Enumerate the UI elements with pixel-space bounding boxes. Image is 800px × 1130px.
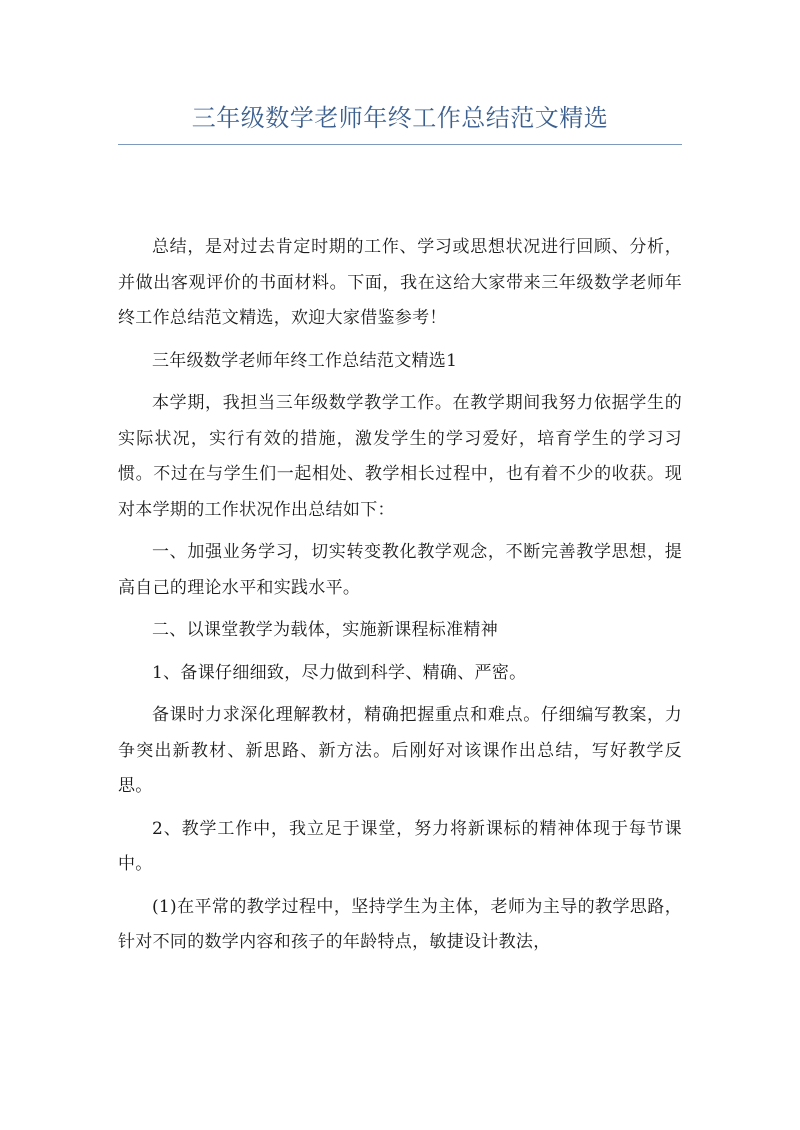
paragraph-subtitle: 三年级数学老师年终工作总结范文精选1 [152, 350, 458, 371]
paragraph: 1、备课仔细细致，尽力做到科学、精确、严密。 [152, 662, 527, 683]
paragraph: (1)在平常的教学过程中，坚持学生为主体，老师为主导的教学思路，针对不同的数学内容和孩子的年龄特点，敏捷设计教法， [118, 896, 682, 952]
paragraph: 备课时力求深化理解教材，精确把握重点和难点。仔细编写教案，力争突出新教材、新思路、新方法。后刚好对该课作出总结，写好教学反思。 [118, 705, 682, 796]
paragraph: 2、教学工作中，我立足于课堂，努力将新课标的精神体现于每节课中。 [118, 818, 682, 874]
paragraph: 本学期，我担当三年级数学教学工作。在教学期间我努力依据学生的实际状况，实行有效的措施，激发学生的学习爱好，培育学生的学习习惯。不过在与学生们一起相处、教学相长过程中，也有着不少的收获。现对本学期的工作状况作出总结如下： [118, 393, 682, 520]
paragraph-intro: 总结，是对过去肯定时期的工作、学习或思想状况进行回顾、分析，并做出客观评价的书面材料。下面，我在这给大家带来三年级数学老师年终工作总结范文精选，欢迎大家借鉴参考！ [118, 237, 682, 328]
paragraph: 一、加强业务学习，切实转变教化教学观念，不断完善教学思想，提高自己的理论水平和实践水平。 [118, 542, 682, 598]
document-title: 三年级数学老师年终工作总结范文精选 [191, 104, 609, 132]
paragraph: 二、以课堂教学为载体，实施新课程标准精神 [152, 620, 498, 640]
document-body [118, 230, 682, 968]
title-underline [118, 144, 682, 145]
